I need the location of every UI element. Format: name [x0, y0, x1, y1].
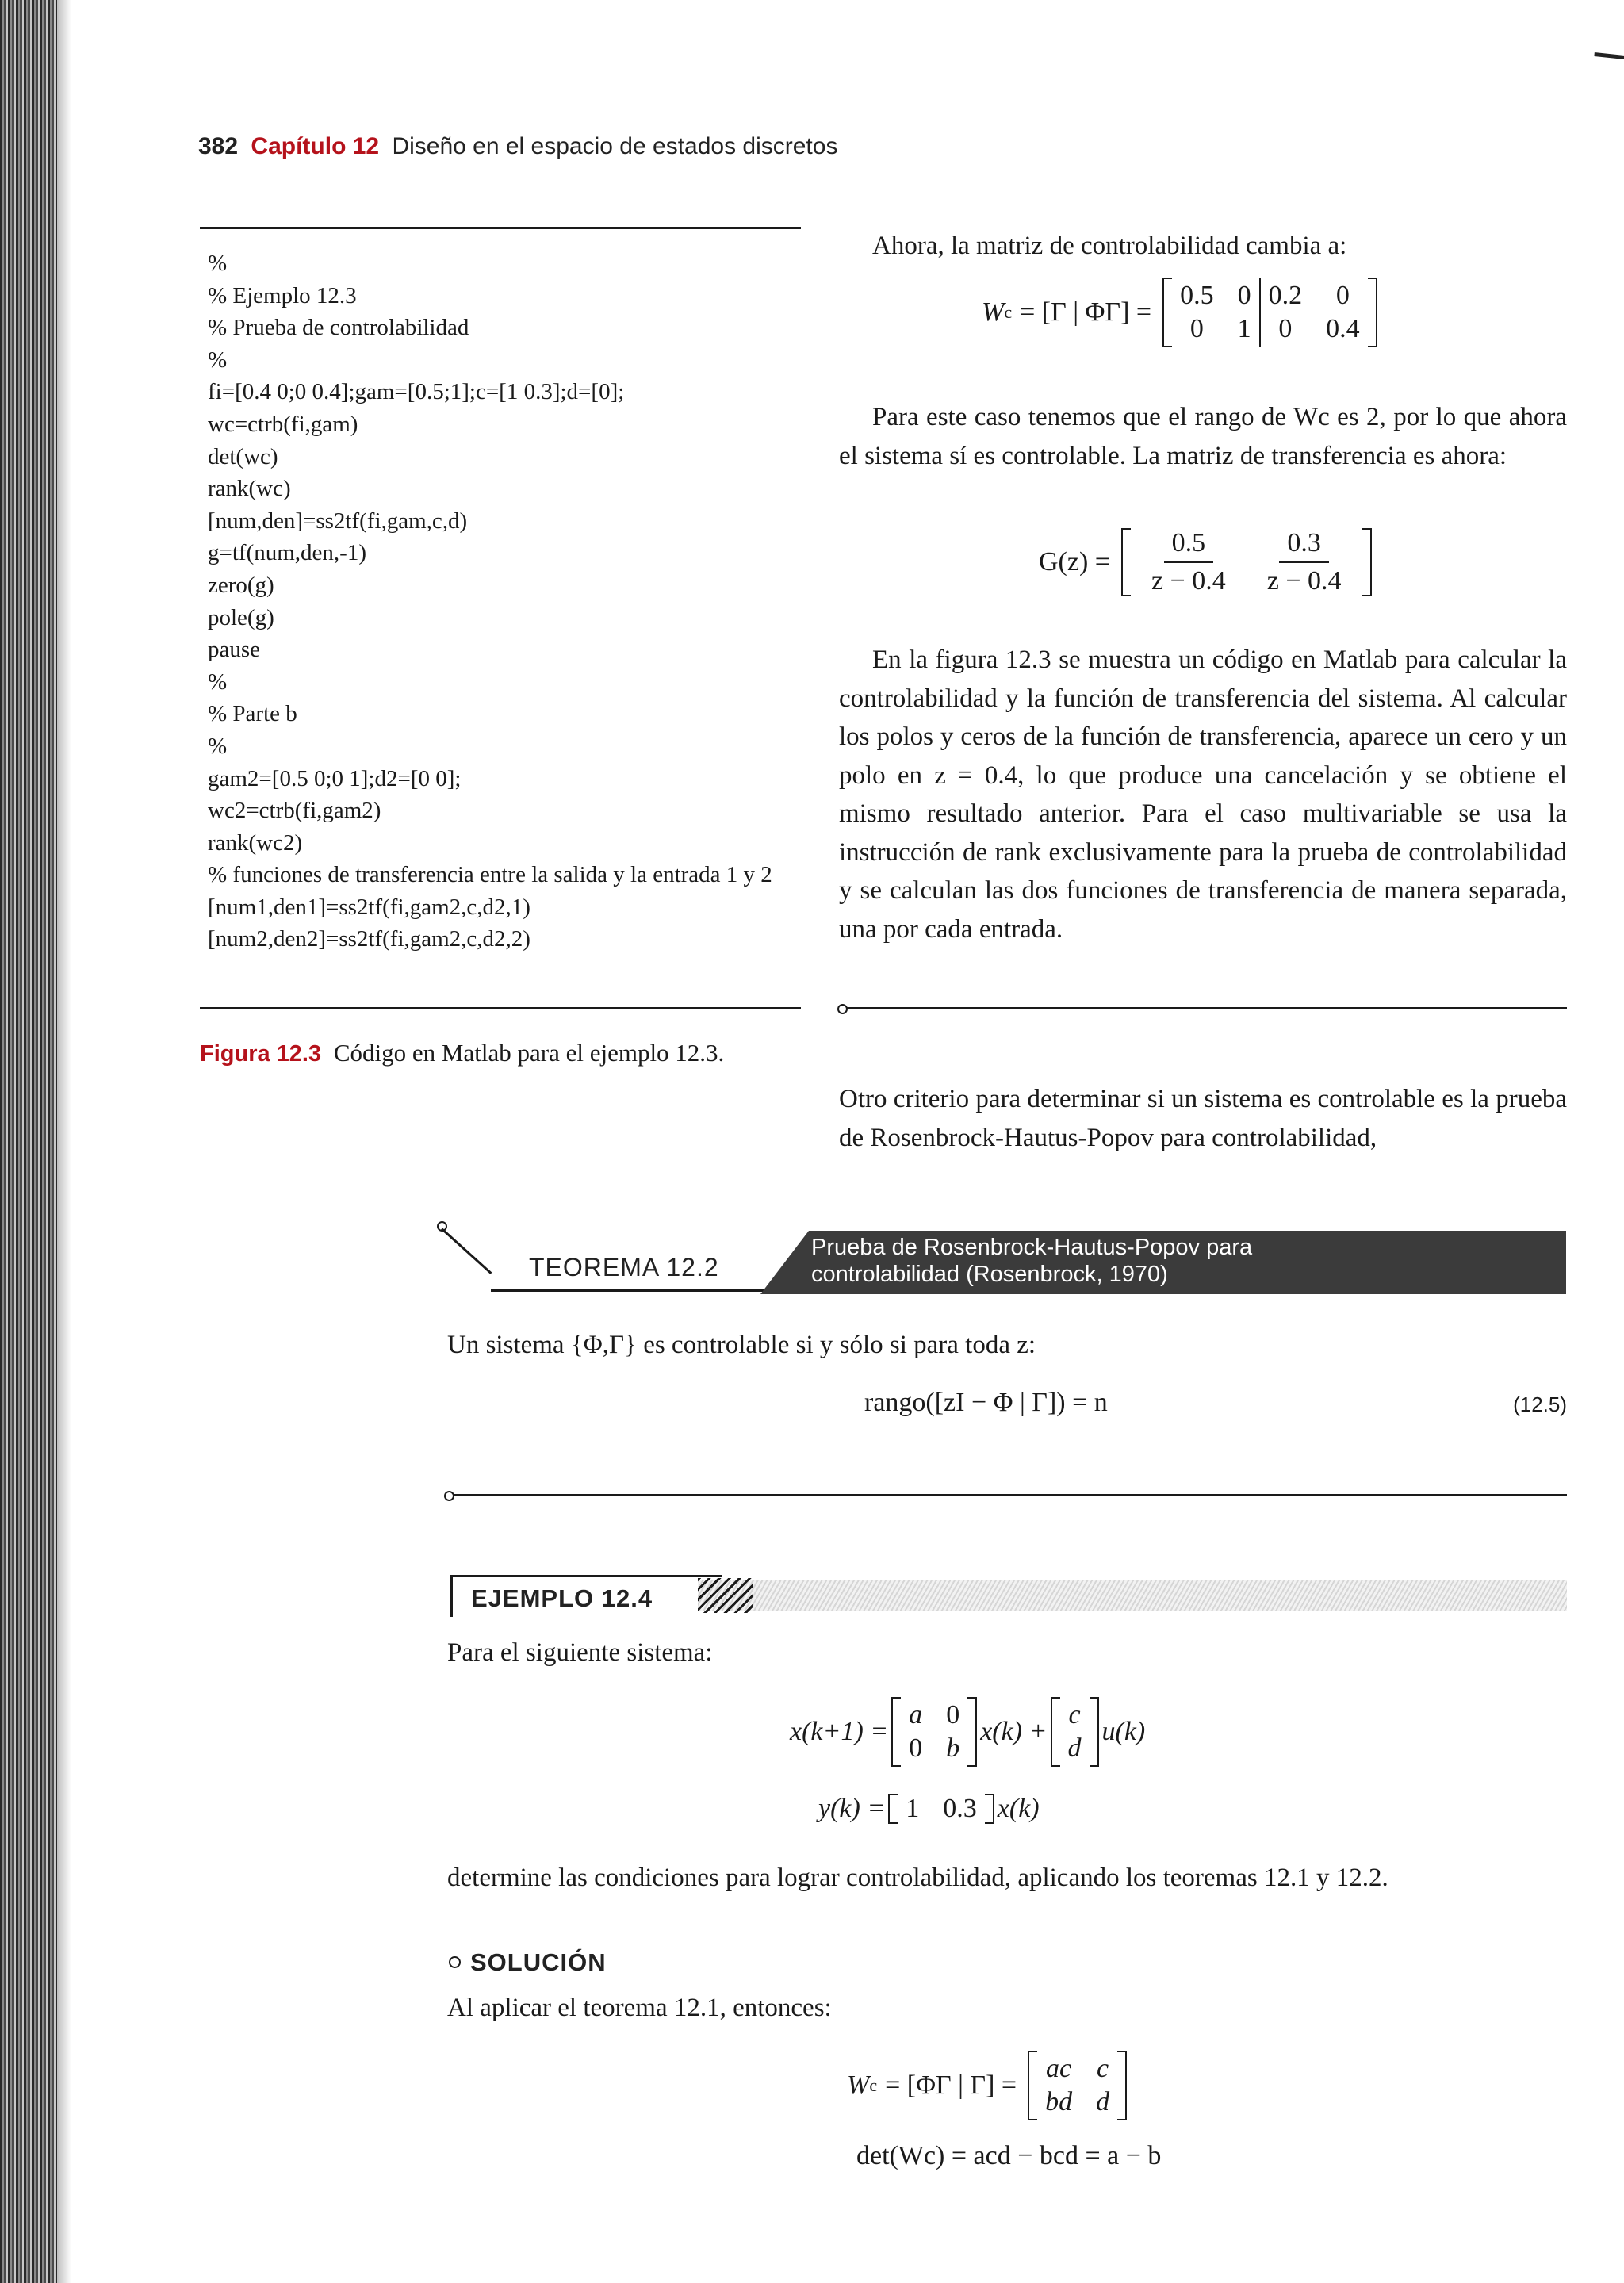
matrix: [1028, 2051, 1127, 2120]
matrix-cell: bd: [1045, 2087, 1073, 2116]
equation-number: (12.5): [1513, 1392, 1567, 1416]
matrix-cell: 0: [909, 1733, 923, 1763]
matrix-cell: 1: [906, 1794, 920, 1823]
page-number: 382: [198, 133, 239, 159]
matrix-cell: 0.2: [1268, 281, 1303, 310]
matrix-A: [891, 1697, 977, 1767]
fraction: [1259, 528, 1350, 596]
paragraph-matlab-explanation: [839, 641, 1567, 948]
code-line: zero(g): [208, 572, 274, 598]
code-line: rank(wc2): [208, 829, 303, 856]
eq-mid: = [Γ | ΦΓ] =: [1020, 297, 1152, 327]
example-intro: Para el siguiente sistema:: [447, 1638, 713, 1667]
code-line: % funciones de transferencia entre la salida y la entrada 1 y 2: [208, 862, 772, 888]
matrix-cell: b: [946, 1733, 960, 1763]
code-bottom-rule: [200, 1007, 801, 1009]
code-line: %: [208, 733, 228, 759]
state-equation: [790, 1697, 1145, 1767]
code-line: % Parte b: [208, 701, 297, 727]
matrix-cell: 0: [1237, 281, 1251, 310]
page-corner-mark: [1593, 52, 1624, 67]
figure-label: Figura 12.3: [200, 1041, 322, 1067]
code-line: [num,den]=ss2tf(fi,gam,c,d): [208, 508, 468, 534]
matrix: [1162, 278, 1377, 347]
paragraph-text: Para este caso tenemos que el rango de Wc es 2, por lo que ahora el sistema sí es controlable. La matriz de transferencia es ahora:: [839, 403, 1567, 470]
paragraph-text: En la figura 12.3 se muestra un código en Matlab para calcular la controlabilidad y la función de transferencia del sistema. Al calcular los polos y ceros de la función de transferencia, aparece un cero y un polo en z = 0.4, lo que produce una cancelación y se obtiene el mismo resultado anterior. Para el caso multivariable se usa la instrucción de rank exclusivamente para la prueba de controlabilidad y se calculan las dos funciones de transferencia de manera separada, una por cada entrada.: [839, 645, 1567, 944]
matrix-B: [1051, 1697, 1099, 1767]
equation-controllability-matrix: [982, 278, 1381, 347]
example-task: determine las condiciones para lograr controlabilidad, aplicando los teoremas 12.1 y 12.2.: [447, 1864, 1388, 1892]
fraction-num: 0.3: [1279, 528, 1329, 563]
eq-lhs: y(k) =: [818, 1794, 886, 1823]
eq-lhs-sub: c: [1004, 302, 1013, 322]
example-label: EJEMPLO 12.4: [471, 1584, 653, 1612]
equation-transfer-matrix: [1039, 528, 1375, 596]
code-line: % Ejemplo 12.3: [208, 282, 357, 308]
code-line: rank(wc): [208, 476, 291, 502]
equation-wc-example: [847, 2051, 1130, 2120]
matrix-cell: 0: [1278, 314, 1293, 343]
code-line: wc2=ctrb(fi,gam2): [208, 798, 381, 824]
code-line: det(wc): [208, 443, 278, 469]
theorem-end-rule: [450, 1494, 1567, 1496]
code-line: fi=[0.4 0;0 0.4];gam=[0.5;1];c=[1 0.3];d=[0];: [208, 379, 625, 405]
solution-heading: [449, 1948, 607, 1977]
matrix-cell: 0: [946, 1700, 960, 1729]
code-listing: [208, 247, 801, 956]
code-line: %: [208, 251, 228, 276]
paragraph-text: Otro criterio para determinar si un sistema es controlable es la prueba de Rosenbrock-Hautus-Popov para controlabilidad,: [839, 1085, 1567, 1152]
eq-lhs: x(k+1) =: [790, 1717, 889, 1746]
fraction-den: z − 0.4: [1266, 566, 1342, 596]
output-equation: [818, 1794, 1040, 1824]
code-line: %: [208, 347, 228, 373]
code-line: g=tf(num,den,-1): [208, 540, 366, 566]
matrix-cell: 0.5: [1180, 281, 1214, 310]
matrix-cell: c: [1068, 1700, 1081, 1729]
paragraph-text: Ahora, la matriz de controlabilidad cambia a:: [872, 232, 1347, 260]
paragraph-rhp-intro: [839, 1080, 1567, 1157]
eq-mid: = [ΦΓ | Γ] =: [885, 2070, 1017, 2100]
paragraph-intro: [839, 227, 1567, 266]
theorem-statement: Un sistema {Φ,Γ} es controlable si y sólo si para toda z:: [447, 1331, 1036, 1359]
fraction-num: 0.5: [1164, 528, 1214, 563]
bullet-icon: [449, 1956, 461, 1968]
theorem-title-line: Prueba de Rosenbrock-Hautus-Popov para: [811, 1235, 1253, 1260]
figure-caption: [200, 1039, 724, 1067]
matrix-cell: 0.4: [1326, 314, 1360, 343]
solution-label: SOLUCIÓN: [470, 1948, 607, 1976]
matrix-cell: 1: [1237, 314, 1251, 343]
eq-term: x(k): [997, 1794, 1040, 1823]
solution-intro: Al aplicar el teorema 12.1, entonces:: [447, 1994, 832, 2022]
theorem-label: TEOREMA 12.2: [529, 1253, 719, 1281]
code-line: wc=ctrb(fi,gam): [208, 411, 358, 437]
fraction: [1143, 528, 1234, 596]
eq-lhs: W: [847, 2070, 870, 2100]
chapter-title: Diseño en el espacio de estados discretos: [392, 133, 838, 159]
eq-term: x(k) +: [980, 1717, 1048, 1746]
eq-term: u(k): [1101, 1717, 1146, 1746]
determinant-line: det(Wc) = acd − bcd = a − b: [856, 2141, 1162, 2170]
matrix-C: [888, 1794, 994, 1824]
paragraph-rank: [839, 398, 1567, 475]
code-line: %: [208, 668, 228, 695]
chapter-label: Capítulo 12: [251, 133, 380, 159]
eq-lhs: W: [982, 297, 1005, 327]
figure-caption-text: Código en Matlab para el ejemplo 12.3.: [333, 1039, 725, 1067]
matrix-cell: 0: [1335, 281, 1350, 310]
code-line: [num1,den1]=ss2tf(fi,gam2,c,d2,1): [208, 894, 530, 920]
theorem-header: [440, 1221, 1566, 1300]
section-divider: [844, 1007, 1567, 1009]
running-head: [198, 133, 837, 160]
scan-binding-edge: [0, 0, 57, 2283]
matrix-cell: d: [1096, 2087, 1110, 2116]
code-top-rule: [200, 227, 801, 229]
eq-lhs-sub: c: [869, 2075, 878, 2095]
example-band: [698, 1580, 1567, 1611]
code-line: [num2,den2]=ss2tf(fi,gam2,c,d2,2): [208, 926, 530, 952]
matrix-cell: c: [1097, 2054, 1109, 2083]
matrix-cell: a: [909, 1700, 923, 1729]
matrix-cell: ac: [1046, 2054, 1072, 2083]
matrix-cell: d: [1067, 1733, 1082, 1763]
matrix: [1121, 528, 1372, 596]
code-line: % Prueba de controlabilidad: [208, 315, 469, 341]
code-line: pause: [208, 637, 261, 663]
theorem-title: [811, 1234, 1252, 1288]
code-line: gam2=[0.5 0;0 1];d2=[0 0];: [208, 765, 462, 791]
code-line: pole(g): [208, 604, 274, 630]
theorem-equation: rango([zI − Φ | Γ]) = n: [864, 1388, 1108, 1417]
theorem-title-line: controlabilidad (Rosenbrock, 1970): [811, 1262, 1168, 1287]
matrix-cell: 0.3: [943, 1794, 977, 1823]
eq-lhs: G(z) =: [1039, 547, 1110, 576]
fraction-den: z − 0.4: [1151, 566, 1226, 596]
matrix-cell: 0: [1189, 314, 1204, 343]
